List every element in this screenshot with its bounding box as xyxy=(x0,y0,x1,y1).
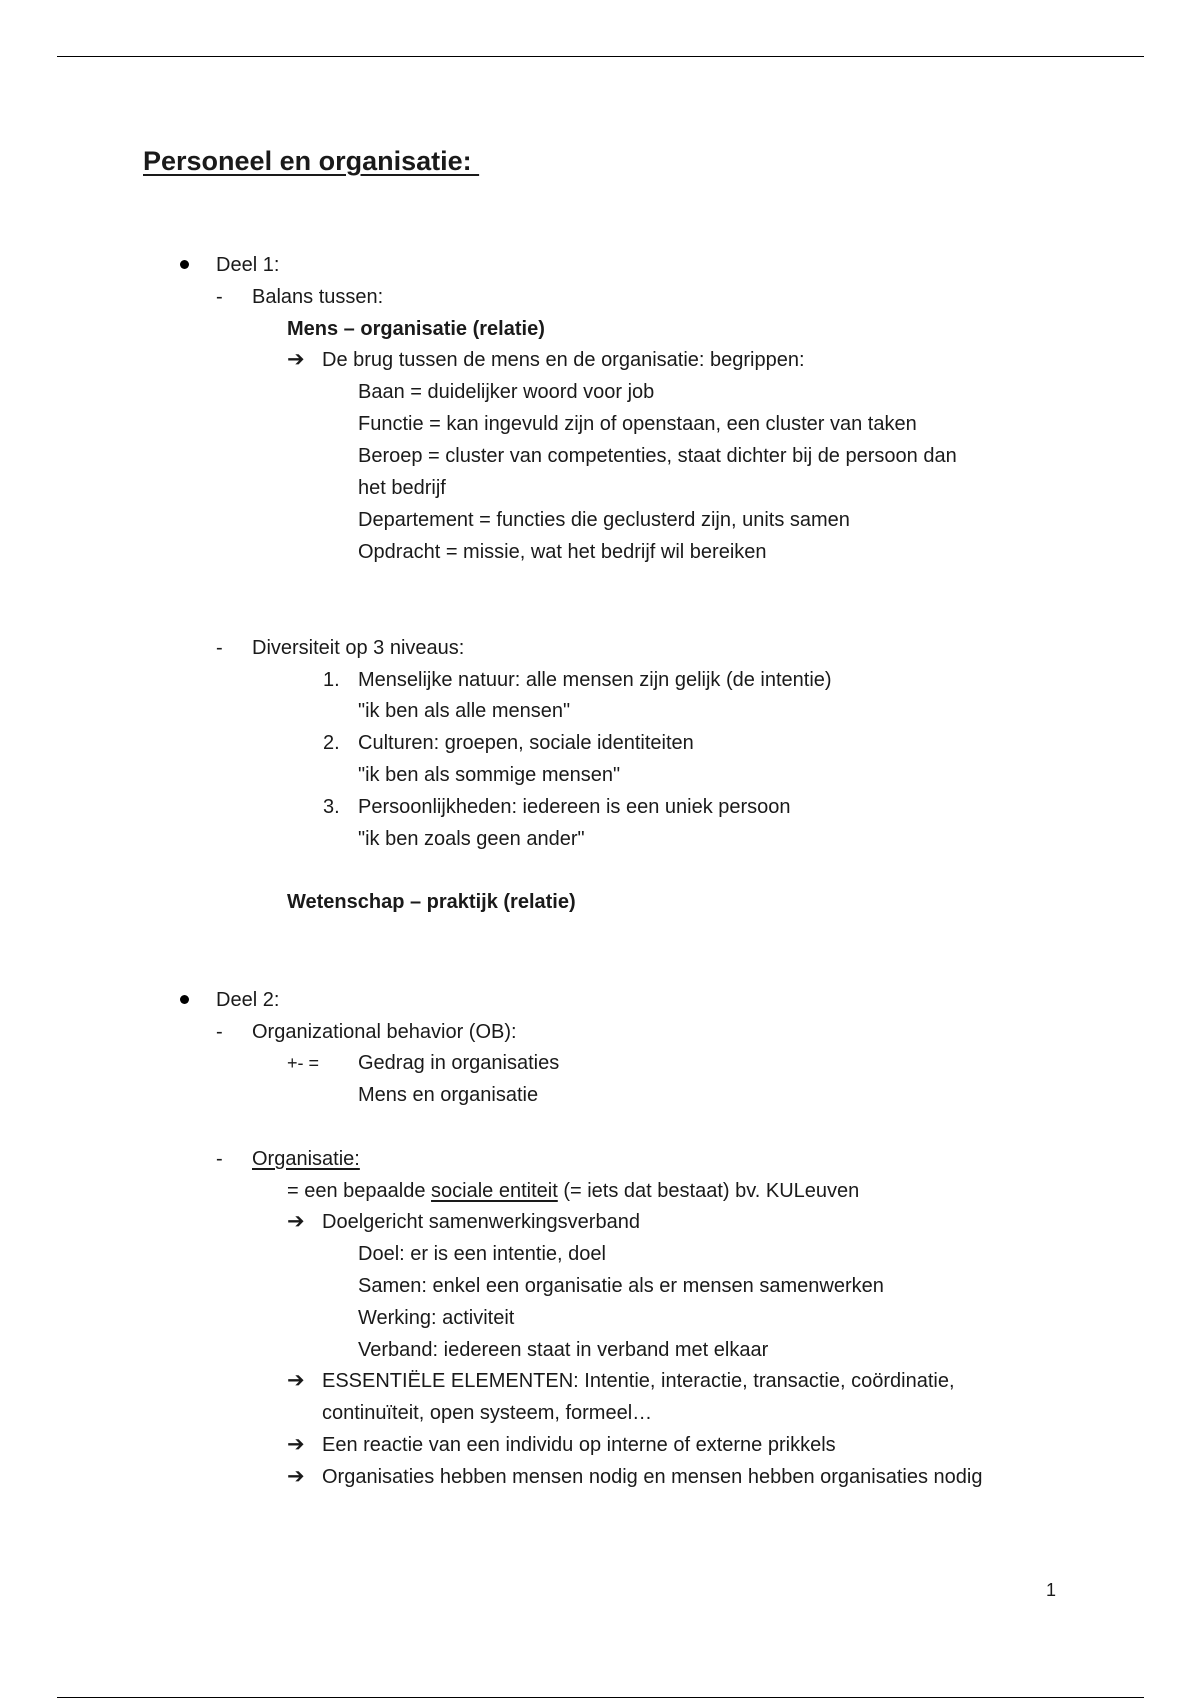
niveau-number: 1. xyxy=(323,669,340,691)
reactie-text: Een reactie van een individu op interne of externe prikkels xyxy=(322,1434,836,1456)
definition-pre: = een bepaalde xyxy=(287,1180,432,1202)
arrow-icon: ➔ xyxy=(287,1369,305,1392)
footer-rule xyxy=(57,1697,1144,1698)
document-title: Personeel en organisatie: xyxy=(143,146,480,176)
begrip-line: Beroep = cluster van competenties, staat dichter bij de persoon dan xyxy=(358,445,957,467)
dash-marker: - xyxy=(216,286,223,308)
organisatie-part: Werking: activiteit xyxy=(358,1307,515,1329)
balans-label: Balans tussen: xyxy=(252,286,384,308)
approx-marker: +- = xyxy=(287,1053,320,1073)
niveau-text: Menselijke natuur: alle mensen zijn gelijk (de intentie) xyxy=(358,669,832,691)
diversiteit-label: Diversiteit op 3 niveaus: xyxy=(252,637,465,659)
definition-underlined: sociale entiteit xyxy=(431,1180,558,1202)
dash-marker: - xyxy=(216,637,223,659)
doelgericht-text: Doelgericht samenwerkingsverband xyxy=(322,1211,640,1233)
brug-text: De brug tussen de mens en de organisatie: begrippen: xyxy=(322,349,805,371)
dash-marker: - xyxy=(216,1021,223,1043)
niveau-text: Culturen: groepen, sociale identiteiten xyxy=(358,732,694,754)
page-number: 1 xyxy=(1046,1580,1057,1600)
organisatie-definition xyxy=(287,1176,859,1206)
begrip-line: Baan = duidelijker woord voor job xyxy=(358,381,655,403)
niveau-quote: "ik ben als alle mensen" xyxy=(358,700,571,722)
section-deel2-label: Deel 2: xyxy=(216,989,280,1011)
definition-post: (= iets dat bestaat) bv. KULeuven xyxy=(557,1180,860,1202)
begrip-line: Departement = functies die geclusterd zijn, units samen xyxy=(358,509,850,531)
organisatie-part: Samen: enkel een organisatie als er mensen samenwerken xyxy=(358,1275,884,1297)
organisatie-part: Verband: iedereen staat in verband met elkaar xyxy=(358,1339,769,1361)
niveau-number: 3. xyxy=(323,796,340,818)
niveau-number: 2. xyxy=(323,732,340,754)
essentiele-elementen-cont: continuïteit, open systeem, formeel… xyxy=(322,1402,653,1424)
ob-label: Organizational behavior (OB): xyxy=(252,1021,517,1043)
mens-organisatie-heading: Mens – organisatie (relatie) xyxy=(287,318,545,340)
organisatie-part: Doel: er is een intentie, doel xyxy=(358,1243,606,1265)
section-deel1-label: Deel 1: xyxy=(216,254,280,276)
arrow-icon: ➔ xyxy=(287,1465,305,1488)
essentiele-elementen: ESSENTIËLE ELEMENTEN: Intentie, interactie, transactie, coördinatie, xyxy=(322,1370,955,1392)
nodig-text: Organisaties hebben mensen nodig en mensen hebben organisaties nodig xyxy=(322,1466,983,1488)
bullet-deel1 xyxy=(180,260,189,269)
begrip-line: Opdracht = missie, wat het bedrijf wil bereiken xyxy=(358,541,767,563)
begrip-line: het bedrijf xyxy=(358,477,446,499)
niveau-text: Persoonlijkheden: iedereen is een uniek persoon xyxy=(358,796,791,818)
arrow-icon: ➔ xyxy=(287,1210,305,1233)
arrow-icon: ➔ xyxy=(287,1433,305,1456)
begrip-line: Functie = kan ingevuld zijn of openstaan, een cluster van taken xyxy=(358,413,917,435)
wetenschap-heading: Wetenschap – praktijk (relatie) xyxy=(287,891,576,913)
arrow-icon: ➔ xyxy=(287,348,305,371)
organisatie-label: Organisatie: xyxy=(252,1148,360,1170)
dash-marker: - xyxy=(216,1148,223,1170)
ob-line: Gedrag in organisaties xyxy=(358,1052,560,1074)
bullet-deel2 xyxy=(180,995,189,1004)
ob-line: Mens en organisatie xyxy=(358,1084,539,1106)
header-rule xyxy=(57,56,1144,57)
niveau-quote: "ik ben als sommige mensen" xyxy=(358,764,621,786)
niveau-quote: "ik ben zoals geen ander" xyxy=(358,828,585,850)
